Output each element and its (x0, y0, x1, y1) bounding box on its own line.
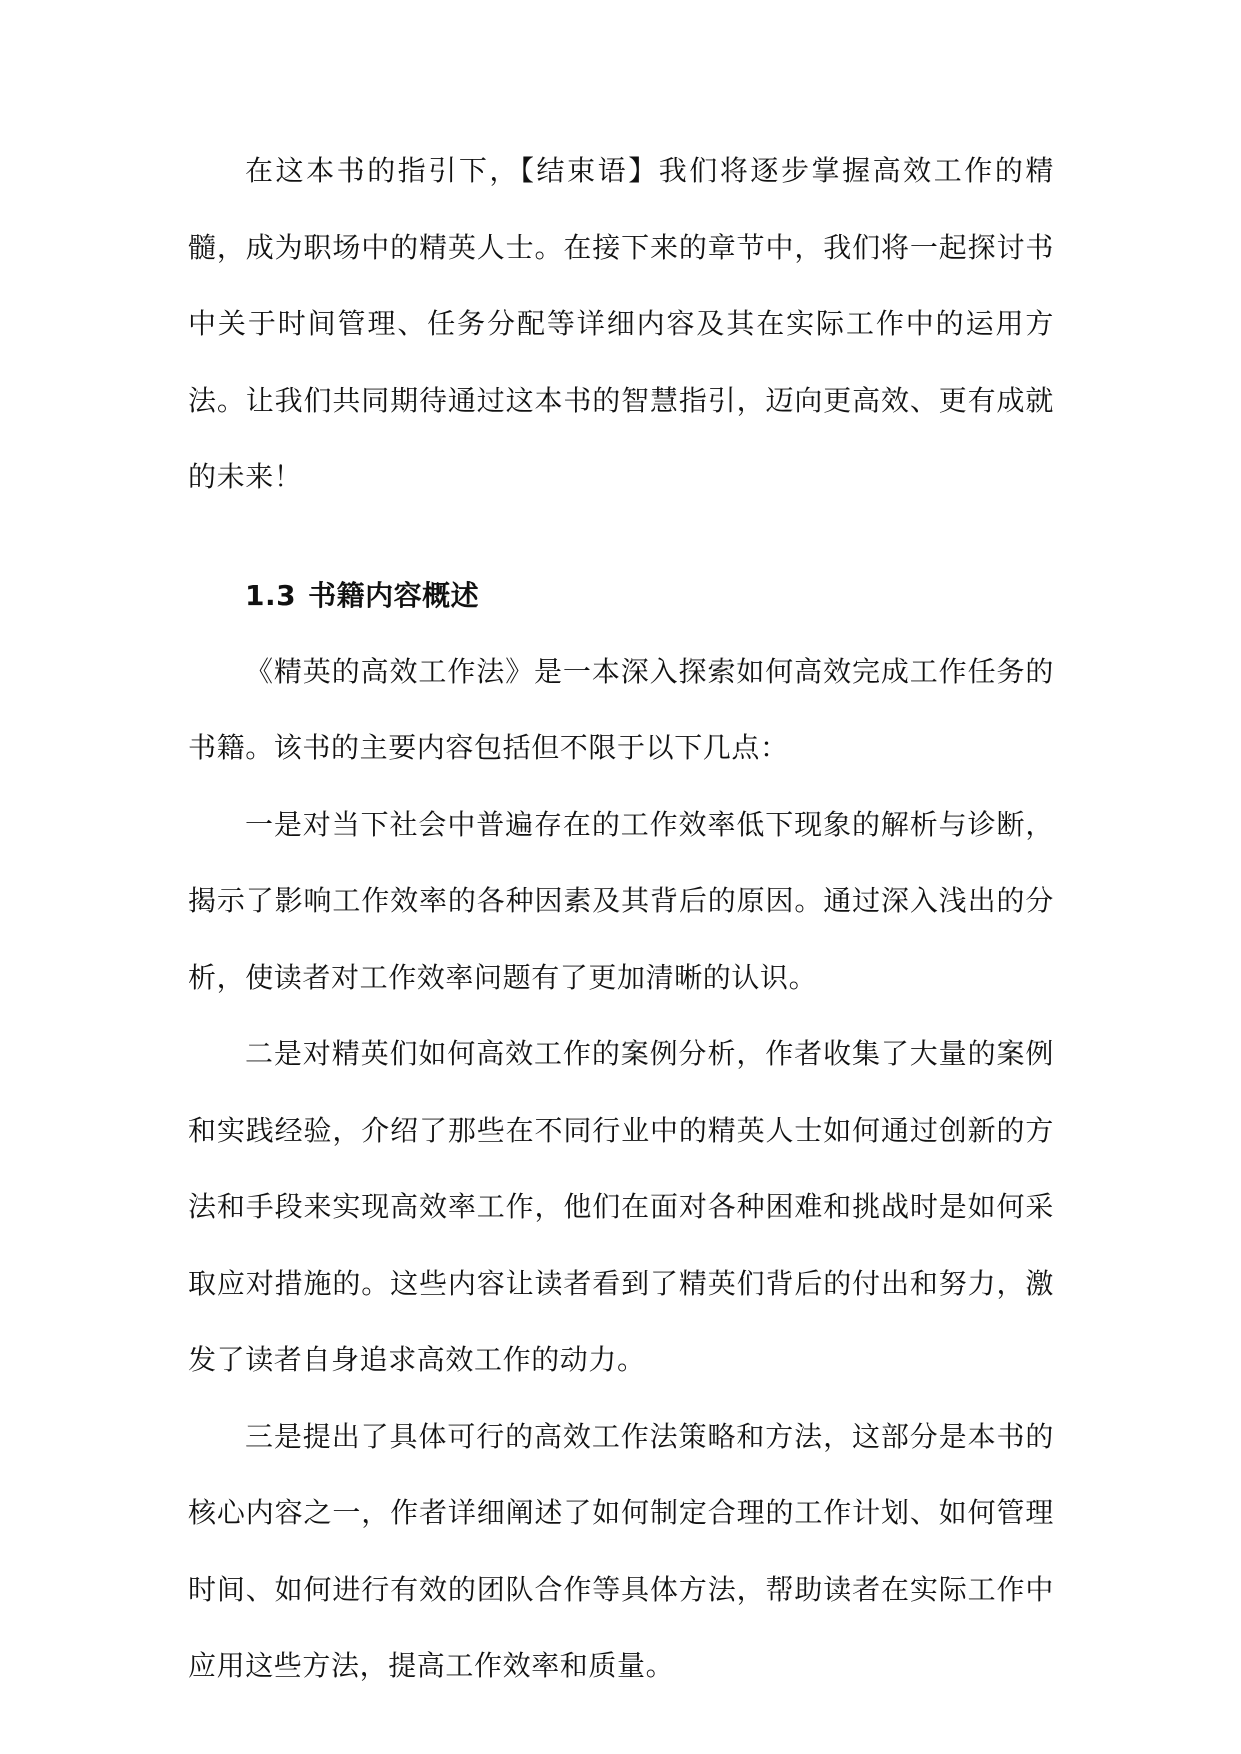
paragraph-point-one: 一是对当下社会中普遍存在的工作效率低下现象的解析与诊断，揭示了影响工作效率的各种因素及其背后的原因。通过深入浅出的分析，使读者对工作效率问题有了更加清晰的认识。 (188, 807, 1054, 994)
paragraph-point-three: 三是提出了具体可行的高效工作法策略和方法，这部分是本书的核心内容之一，作者详细阐述了如何制定合理的工作计划、如何管理时间、如何进行有效的团队合作等具体方法，帮助读者在实际工作中应用这些方法，提高工作效率和质量。 (188, 1419, 1054, 1682)
section-heading (188, 558, 1054, 634)
section-number: 1.3 (245, 578, 297, 612)
paragraph-point-two: 二是对精英们如何高效工作的案例分析，作者收集了大量的案例和实践经验，介绍了那些在不同行业中的精英人士如何通过创新的方法和手段来实现高效率工作，他们在面对各种困难和挑战时是如何采取应对措施的。这些内容让读者看到了精英们背后的付出和努力，激发了读者自身追求高效工作的动力。 (188, 1037, 1054, 1376)
paragraph-conclusion: 在这本书的指引下，【结束语】我们将逐步掌握高效工作的精髓，成为职场中的精英人士。在接下来的章节中，我们将一起探讨书中关于时间管理、任务分配等详细内容及其在实际工作中的运用方法。让我们共同期待通过这本书的智慧指引，迈向更高效、更有成就的未来！ (188, 154, 1054, 493)
section-title: 书籍内容概述 (308, 578, 480, 612)
paragraph-intro: 《精英的高效工作法》是一本深入探索如何高效完成工作任务的书籍。该书的主要内容包括但不限于以下几点： (188, 654, 1054, 764)
document-page (188, 133, 1054, 1705)
